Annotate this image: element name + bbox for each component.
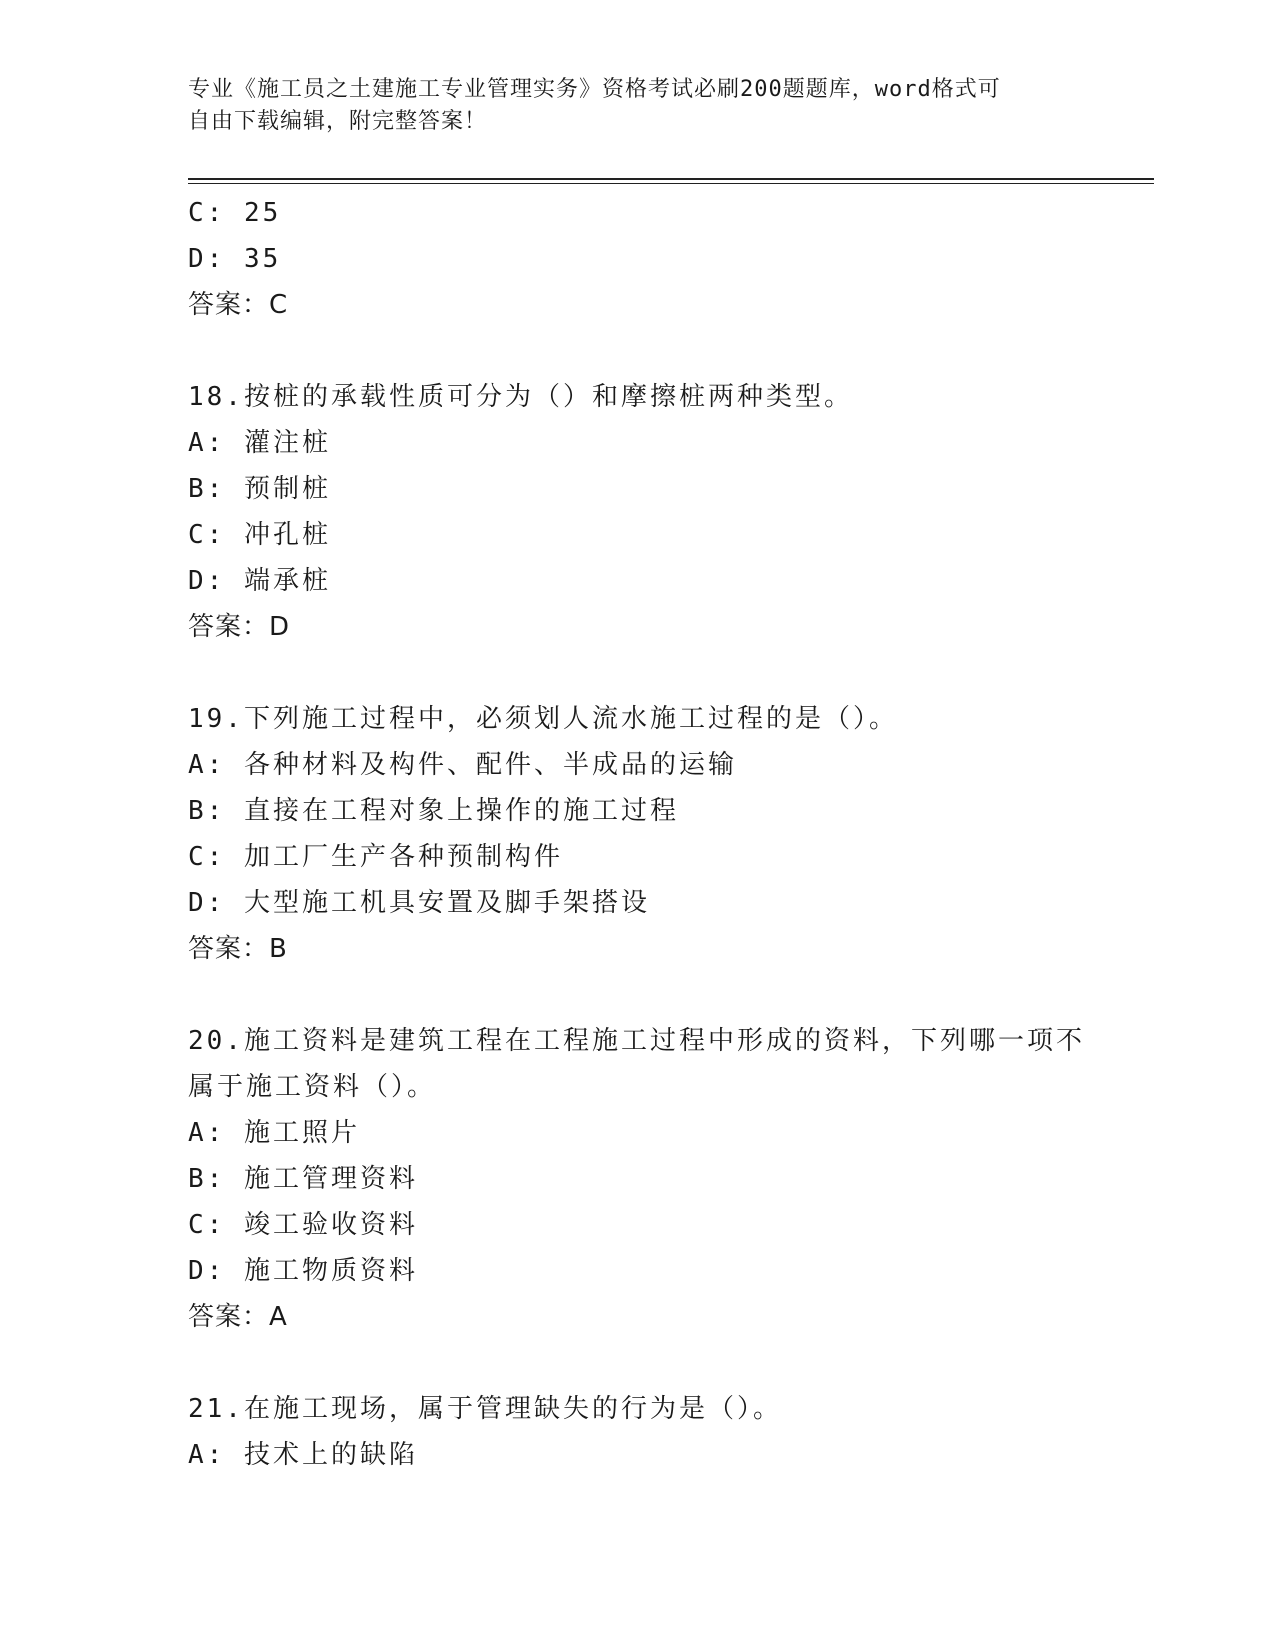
- document-header: [188, 74, 1068, 138]
- q17-option-d: D: 35: [188, 244, 282, 274]
- spacer: [188, 972, 1148, 1018]
- q20-option-c: C: 竣工验收资料: [188, 1210, 418, 1240]
- q18-option-a: A: 灌注桩: [188, 428, 331, 458]
- header-line-2: 自由下载编辑，附完整答案！: [188, 109, 488, 134]
- q20-option-d: D: 施工物质资料: [188, 1256, 418, 1286]
- q17-answer: 答案：C: [188, 290, 289, 320]
- q19-option-c: C: 加工厂生产各种预制构件: [188, 842, 563, 872]
- q20-option-b: B: 施工管理资料: [188, 1164, 418, 1194]
- q19-option-a: A: 各种材料及构件、配件、半成品的运输: [188, 750, 737, 780]
- q19-answer: 答案：B: [188, 934, 288, 964]
- question-content: [188, 190, 1148, 1478]
- spacer: [188, 1340, 1148, 1386]
- q19-stem: 19.下列施工过程中，必须划人流水施工过程的是（）。: [188, 704, 898, 734]
- q21-stem: 21.在施工现场，属于管理缺失的行为是（）。: [188, 1394, 782, 1424]
- q17-option-c: C: 25: [188, 198, 282, 228]
- q18-answer: 答案：D: [188, 612, 291, 642]
- spacer: [188, 650, 1148, 696]
- q20-answer: 答案：A: [188, 1302, 288, 1332]
- q20-stem-line-1: 20.施工资料是建筑工程在工程施工过程中形成的资料，下列哪一项不: [188, 1026, 1085, 1056]
- header-line-1: 专业《施工员之土建施工专业管理实务》资格考试必刷200题题库，word格式可: [188, 77, 1001, 102]
- q18-option-c: C: 冲孔桩: [188, 520, 331, 550]
- q18-stem: 18.按桩的承载性质可分为（）和摩擦桩两种类型。: [188, 382, 853, 412]
- q21-option-a: A: 技术上的缺陷: [188, 1440, 418, 1470]
- q20-option-a: A: 施工照片: [188, 1118, 360, 1148]
- q18-option-b: B: 预制桩: [188, 474, 331, 504]
- q18-option-d: D: 端承桩: [188, 566, 331, 596]
- spacer: [188, 328, 1148, 374]
- q19-option-d: D: 大型施工机具安置及脚手架搭设: [188, 888, 650, 918]
- header-divider-thick: [188, 178, 1154, 180]
- header-divider-thin: [188, 183, 1154, 184]
- q20-stem-line-2: 属于施工资料（）。: [188, 1072, 437, 1102]
- q19-option-b: B: 直接在工程对象上操作的施工过程: [188, 796, 679, 826]
